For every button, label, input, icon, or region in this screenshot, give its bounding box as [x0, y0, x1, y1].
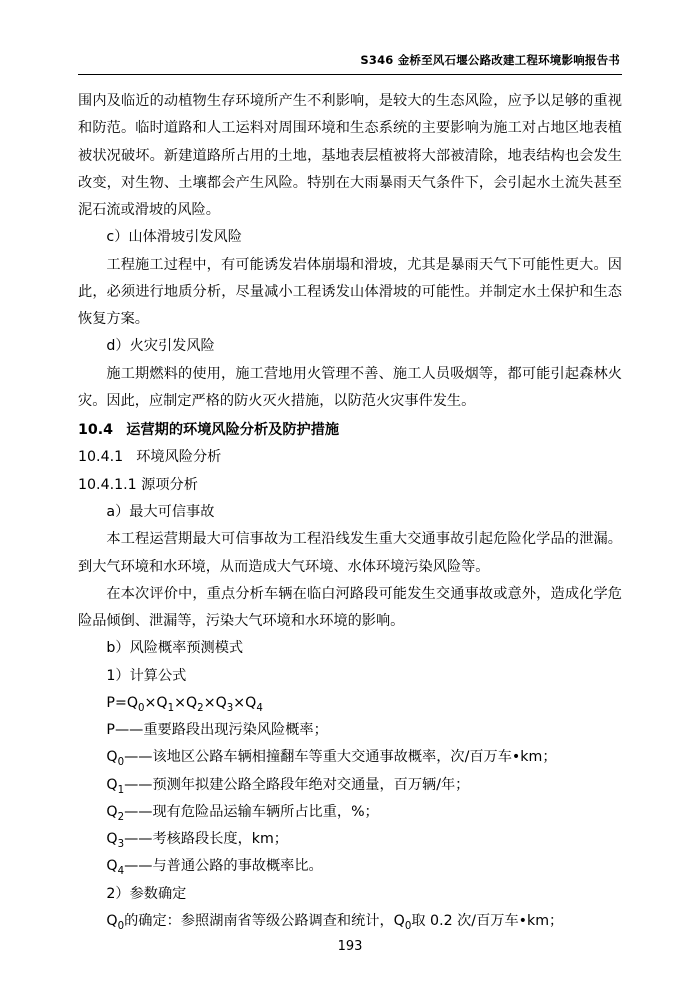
- symbol-q4: Q: [106, 858, 118, 875]
- paragraph-fire: 施工期燃料的使用，施工营地用火管理不善、施工人员吸烟等，都可能引起森林火灾。因此，应制定严格的防火灭火措施，以防范火灾事件发生。: [78, 365, 622, 409]
- formula-def-q0: [78, 744, 622, 771]
- def-text-p: ——重要路段出现污染风险概率；: [114, 722, 328, 739]
- subsubsection-heading: 10.4.1.1 源项分析: [78, 476, 198, 493]
- list-item-d: d）火灾引发风险: [106, 338, 215, 355]
- param-symbol-2: Q: [393, 912, 405, 929]
- param-text-before: 的确定：参照湖南省等级公路调查和统计，: [124, 912, 394, 929]
- def-text-q0: ——该地区公路车辆相撞翻车等重大交通事故概率，次/百万车•km；: [124, 749, 557, 766]
- page-content: [78, 88, 622, 935]
- symbol-q1-sub: 1: [117, 784, 125, 796]
- subsection-heading: [78, 444, 622, 471]
- symbol-q1: Q: [106, 776, 118, 793]
- page-number: 193: [337, 939, 363, 954]
- formula-main: $P=Q_0\times Q_1\times Q_2\times Q_3\times Q_4$: [106, 694, 263, 714]
- header-divider: [78, 74, 622, 75]
- subsection-title: 环境风险分析: [136, 449, 222, 466]
- list-item-c: c）山体滑坡引发风险: [106, 229, 242, 246]
- paragraph-accident-2: 在本次评价中，重点分析车辆在临白河路段可能发生交通事故或意外，造成化学危险品倾倒、泄漏等，污染大气环境和水环境的影响。: [78, 585, 622, 630]
- symbol-q2: Q: [106, 803, 118, 820]
- formula-def-p: [78, 717, 622, 744]
- list-item-b: b）风险概率预测模式: [106, 640, 244, 657]
- formula-def-q2: [78, 799, 622, 826]
- paragraph-accident-1: 本工程运营期最大可信事故为工程沿线发生重大交通事故引起危险化学品的泄漏。到大气环境和水环境，从而造成大气环境、水体环境污染风险等。: [78, 531, 622, 575]
- formula-def-q1: [78, 772, 622, 799]
- symbol-q0: Q: [106, 749, 118, 766]
- subsection-number: 10.4.1: [78, 449, 124, 466]
- symbol-q3: Q: [106, 831, 118, 848]
- param-text-after: 取 0.2 次/百万车•km；: [411, 912, 564, 929]
- list-item-2: 2）参数确定: [106, 885, 187, 902]
- symbol-q2-sub: 2: [117, 811, 125, 823]
- param-symbol-sub: 0: [117, 920, 125, 932]
- parameter-line-q0: [78, 908, 622, 935]
- def-text-q4: ——与普通公路的事故概率比。: [124, 858, 323, 875]
- symbol-p: P: [106, 722, 115, 739]
- paragraph-eco-risk: 围内及临近的动植物生存环境所产生不利影响，是较大的生态风险，应予以足够的重视和防范。临时道路和人工运料对周围环境和生态系统的主要影响为施工对占地区地表植被状况破坏。新建道路所占用的土地，基地表层植被将大部被清除，地表结构也会发生改变，对生物、土壤都会产生风险。特别在大雨暴雨天气条件下，会引起水土流失甚至泥石流或滑坡的风险。: [78, 93, 622, 219]
- section-title: 运营期的环境风险分析及防护措施: [126, 422, 340, 439]
- paragraph-landslide: 工程施工过程中，有可能诱发岩体崩塌和滑坡，尤其是暴雨天气下可能性更大。因此，必须进行地质分析，尽量减小工程诱发山体滑坡的可能性。并制定水土保护和生态恢复方案。: [78, 256, 622, 328]
- section-heading: [78, 417, 622, 444]
- list-item-1: 1）计算公式: [106, 667, 187, 684]
- param-symbol-2-sub: 0: [404, 920, 412, 932]
- def-text-q2: ——现有危险品运输车辆所占比重，%；: [124, 803, 379, 820]
- formula-def-q4: [78, 853, 622, 880]
- page-header: S346 金桥至风石堰公路改建工程环境影响报告书: [360, 53, 620, 67]
- def-text-q1: ——预测年拟建公路全路段年绝对交通量，百万辆/年；: [124, 776, 470, 793]
- param-symbol: Q: [106, 912, 118, 929]
- section-number: 10.4: [78, 422, 114, 439]
- symbol-q0-sub: 0: [117, 757, 125, 769]
- symbol-q3-sub: 3: [117, 839, 125, 850]
- symbol-q4-sub: 4: [117, 866, 125, 878]
- formula-def-q3: [78, 826, 622, 853]
- def-text-q3: ——考核路段长度，km；: [124, 831, 288, 848]
- list-item-a: a）最大可信事故: [106, 503, 215, 520]
